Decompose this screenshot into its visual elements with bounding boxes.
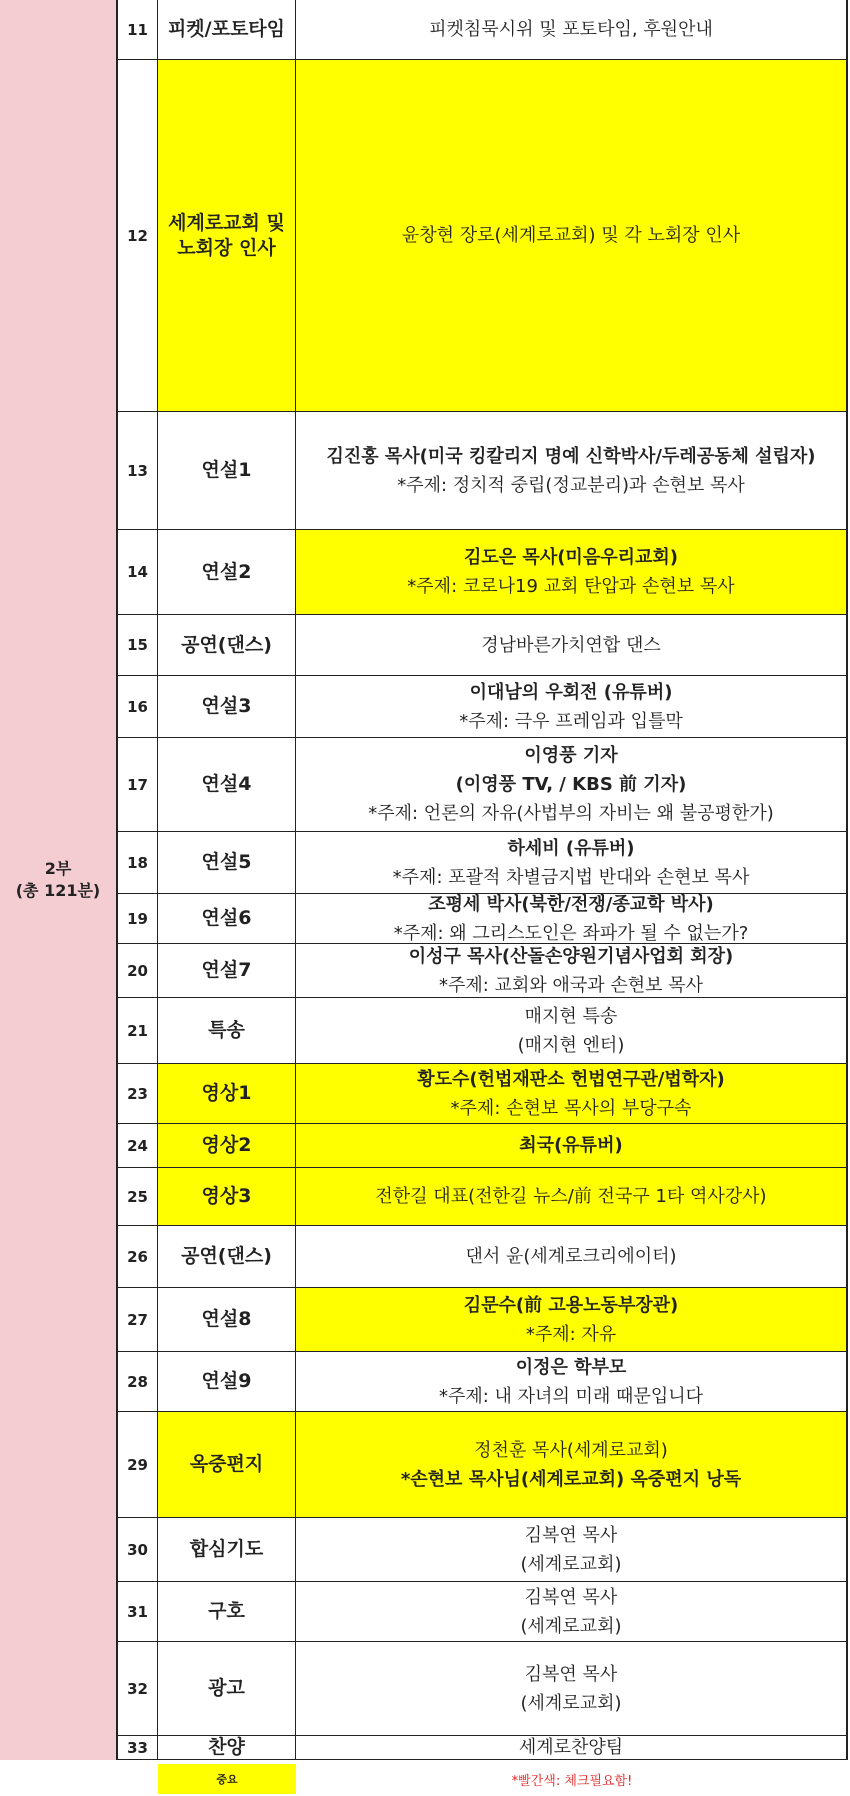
- program-detail: [296, 1168, 848, 1226]
- program-detail: [296, 1412, 848, 1518]
- detail-line: 김복연 목사: [524, 1524, 618, 1546]
- program-detail: [296, 0, 848, 60]
- row-number: 18: [118, 832, 158, 894]
- detail-line: *주제: 왜 그리스도인은 좌파가 될 수 없는가?: [393, 922, 749, 944]
- program-detail: [296, 60, 848, 412]
- program-detail: [296, 1736, 848, 1760]
- program-type: 연설6: [158, 894, 296, 944]
- detail-line: *주제: 손현보 목사의 부당구속: [450, 1097, 692, 1119]
- detail-line: 최국(유튜버): [519, 1135, 623, 1156]
- detail-line: (세계로교회): [520, 1553, 622, 1575]
- program-type: 옥중편지: [158, 1412, 296, 1518]
- detail-line: 김문수(前 고용노동부장관): [463, 1294, 679, 1316]
- program-detail: [296, 832, 848, 894]
- program-type: 특송: [158, 998, 296, 1064]
- program-type: 영상2: [158, 1124, 296, 1168]
- row-number: 11: [118, 0, 158, 60]
- detail-line: 김복연 목사: [524, 1586, 618, 1608]
- detail-line: 조평세 박사(북한/전쟁/종교학 박사): [428, 894, 714, 915]
- detail-line: 김복연 목사: [524, 1663, 618, 1685]
- program-type: 연설5: [158, 832, 296, 894]
- program-detail: [296, 1582, 848, 1642]
- program-type: 영상1: [158, 1064, 296, 1124]
- detail-line: 전한길 대표(전한길 뉴스/前 전국구 1타 역사강사): [375, 1186, 767, 1207]
- program-detail: [296, 1352, 848, 1412]
- program-detail: [296, 1124, 848, 1168]
- detail-line: 황도수(헌법재판소 헌법연구관/법학자): [417, 1068, 725, 1090]
- program-type: 세계로교회 및 노회장 인사: [158, 60, 296, 412]
- detail-line: *주제: 정치적 중립(정교분리)과 손현보 목사: [397, 474, 745, 496]
- program-type: 공연(댄스): [158, 1226, 296, 1288]
- program-type: 연설4: [158, 738, 296, 832]
- detail-line: 이성구 목사(산돌손양원기념사업회 회장): [408, 945, 734, 967]
- program-detail: [296, 530, 848, 615]
- legend-note: *빨간색: 체크필요함!: [511, 1773, 633, 1789]
- detail-line: (세계로교회): [520, 1692, 622, 1714]
- detail-line: *주제: 교회와 애국과 손현보 목사: [439, 974, 703, 996]
- row-number: 21: [118, 998, 158, 1064]
- row-number: 32: [118, 1642, 158, 1736]
- row-number: 16: [118, 676, 158, 738]
- detail-line: 이정은 학부모: [515, 1356, 627, 1378]
- detail-line: *손현보 목사님(세계로교회) 옥중편지 낭독: [400, 1468, 742, 1490]
- program-detail: [296, 894, 848, 944]
- program-type: 공연(댄스): [158, 615, 296, 676]
- detail-line: 김진홍 목사(미국 킹칼리지 명예 신학박사/두레공동체 설립자): [326, 445, 816, 467]
- row-number: 13: [118, 412, 158, 530]
- row-number: 25: [118, 1168, 158, 1226]
- row-number: 26: [118, 1226, 158, 1288]
- program-detail: [296, 998, 848, 1064]
- program-type: 연설8: [158, 1288, 296, 1352]
- program-type: 연설2: [158, 530, 296, 615]
- program-detail: [296, 1518, 848, 1582]
- row-number: 20: [118, 944, 158, 998]
- part-label: 2부: [44, 859, 72, 878]
- row-number: 17: [118, 738, 158, 832]
- detail-line: 경남바른가치연합 댄스: [481, 634, 661, 656]
- detail-line: (이영풍 TV, / KBS 前 기자): [455, 774, 687, 795]
- row-number: 29: [118, 1412, 158, 1518]
- detail-line: 이영풍 기자: [524, 745, 618, 766]
- detail-line: 이대남의 우회전 (유튜버): [469, 681, 673, 703]
- row-number: 28: [118, 1352, 158, 1412]
- program-type: 영상3: [158, 1168, 296, 1226]
- program-detail: [296, 1642, 848, 1736]
- row-number: 30: [118, 1518, 158, 1582]
- detail-line: *주제: 자유: [525, 1323, 617, 1345]
- program-type: 찬양: [158, 1736, 296, 1760]
- program-detail: [296, 1226, 848, 1288]
- program-type: 피켓/포토타임: [158, 0, 296, 60]
- detail-line: 피켓침묵시위 및 포토타임, 후원안내: [429, 19, 713, 40]
- program-detail: [296, 1064, 848, 1124]
- row-number: 15: [118, 615, 158, 676]
- detail-line: 매지현 특송: [524, 1005, 618, 1027]
- detail-line: 윤창현 장로(세계로교회) 및 각 노회장 인사: [401, 225, 741, 246]
- row-number: 12: [118, 60, 158, 412]
- detail-line: *주제: 포괄적 차별금지법 반대와 손현보 목사: [392, 866, 750, 888]
- detail-line: *주제: 극우 프레임과 입틀막: [459, 710, 683, 732]
- detail-line: (세계로교회): [520, 1615, 622, 1637]
- detail-line: 정천훈 목사(세계로교회): [474, 1439, 668, 1461]
- program-detail: [296, 615, 848, 676]
- row-number: 19: [118, 894, 158, 944]
- detail-line: 김도은 목사(미음우리교회): [464, 547, 678, 568]
- detail-line: *주제: 내 자녀의 미래 때문입니다: [439, 1385, 703, 1407]
- row-number: 31: [118, 1582, 158, 1642]
- detail-line: 하세비 (유튜버): [507, 837, 635, 859]
- detail-line: 댄서 윤(세계로크리에이터): [465, 1246, 677, 1267]
- program-detail: [296, 738, 848, 832]
- part-cell: [0, 0, 118, 1760]
- program-type: 합심기도: [158, 1518, 296, 1582]
- program-type: 연설3: [158, 676, 296, 738]
- program-type: 연설9: [158, 1352, 296, 1412]
- program-detail: [296, 1288, 848, 1352]
- row-number: 14: [118, 530, 158, 615]
- row-number: 33: [118, 1736, 158, 1760]
- row-number: 27: [118, 1288, 158, 1352]
- part-total: (총 121분): [15, 881, 101, 900]
- program-detail: [296, 412, 848, 530]
- row-number: 23: [118, 1064, 158, 1124]
- program-type: 광고: [158, 1642, 296, 1736]
- program-type: 연설1: [158, 412, 296, 530]
- detail-line: *주제: 코로나19 교회 탄압과 손현보 목사: [407, 576, 735, 597]
- row-number: 24: [118, 1124, 158, 1168]
- important-legend: 중요: [158, 1764, 296, 1794]
- program-type: 구호: [158, 1582, 296, 1642]
- program-detail: [296, 944, 848, 998]
- program-detail: [296, 676, 848, 738]
- detail-line: (매지현 엔터): [517, 1034, 625, 1056]
- program-type: 연설7: [158, 944, 296, 998]
- detail-line: *주제: 언론의 자유(사법부의 자비는 왜 불공평한가): [368, 803, 774, 824]
- detail-line: 세계로찬양팀: [518, 1737, 624, 1758]
